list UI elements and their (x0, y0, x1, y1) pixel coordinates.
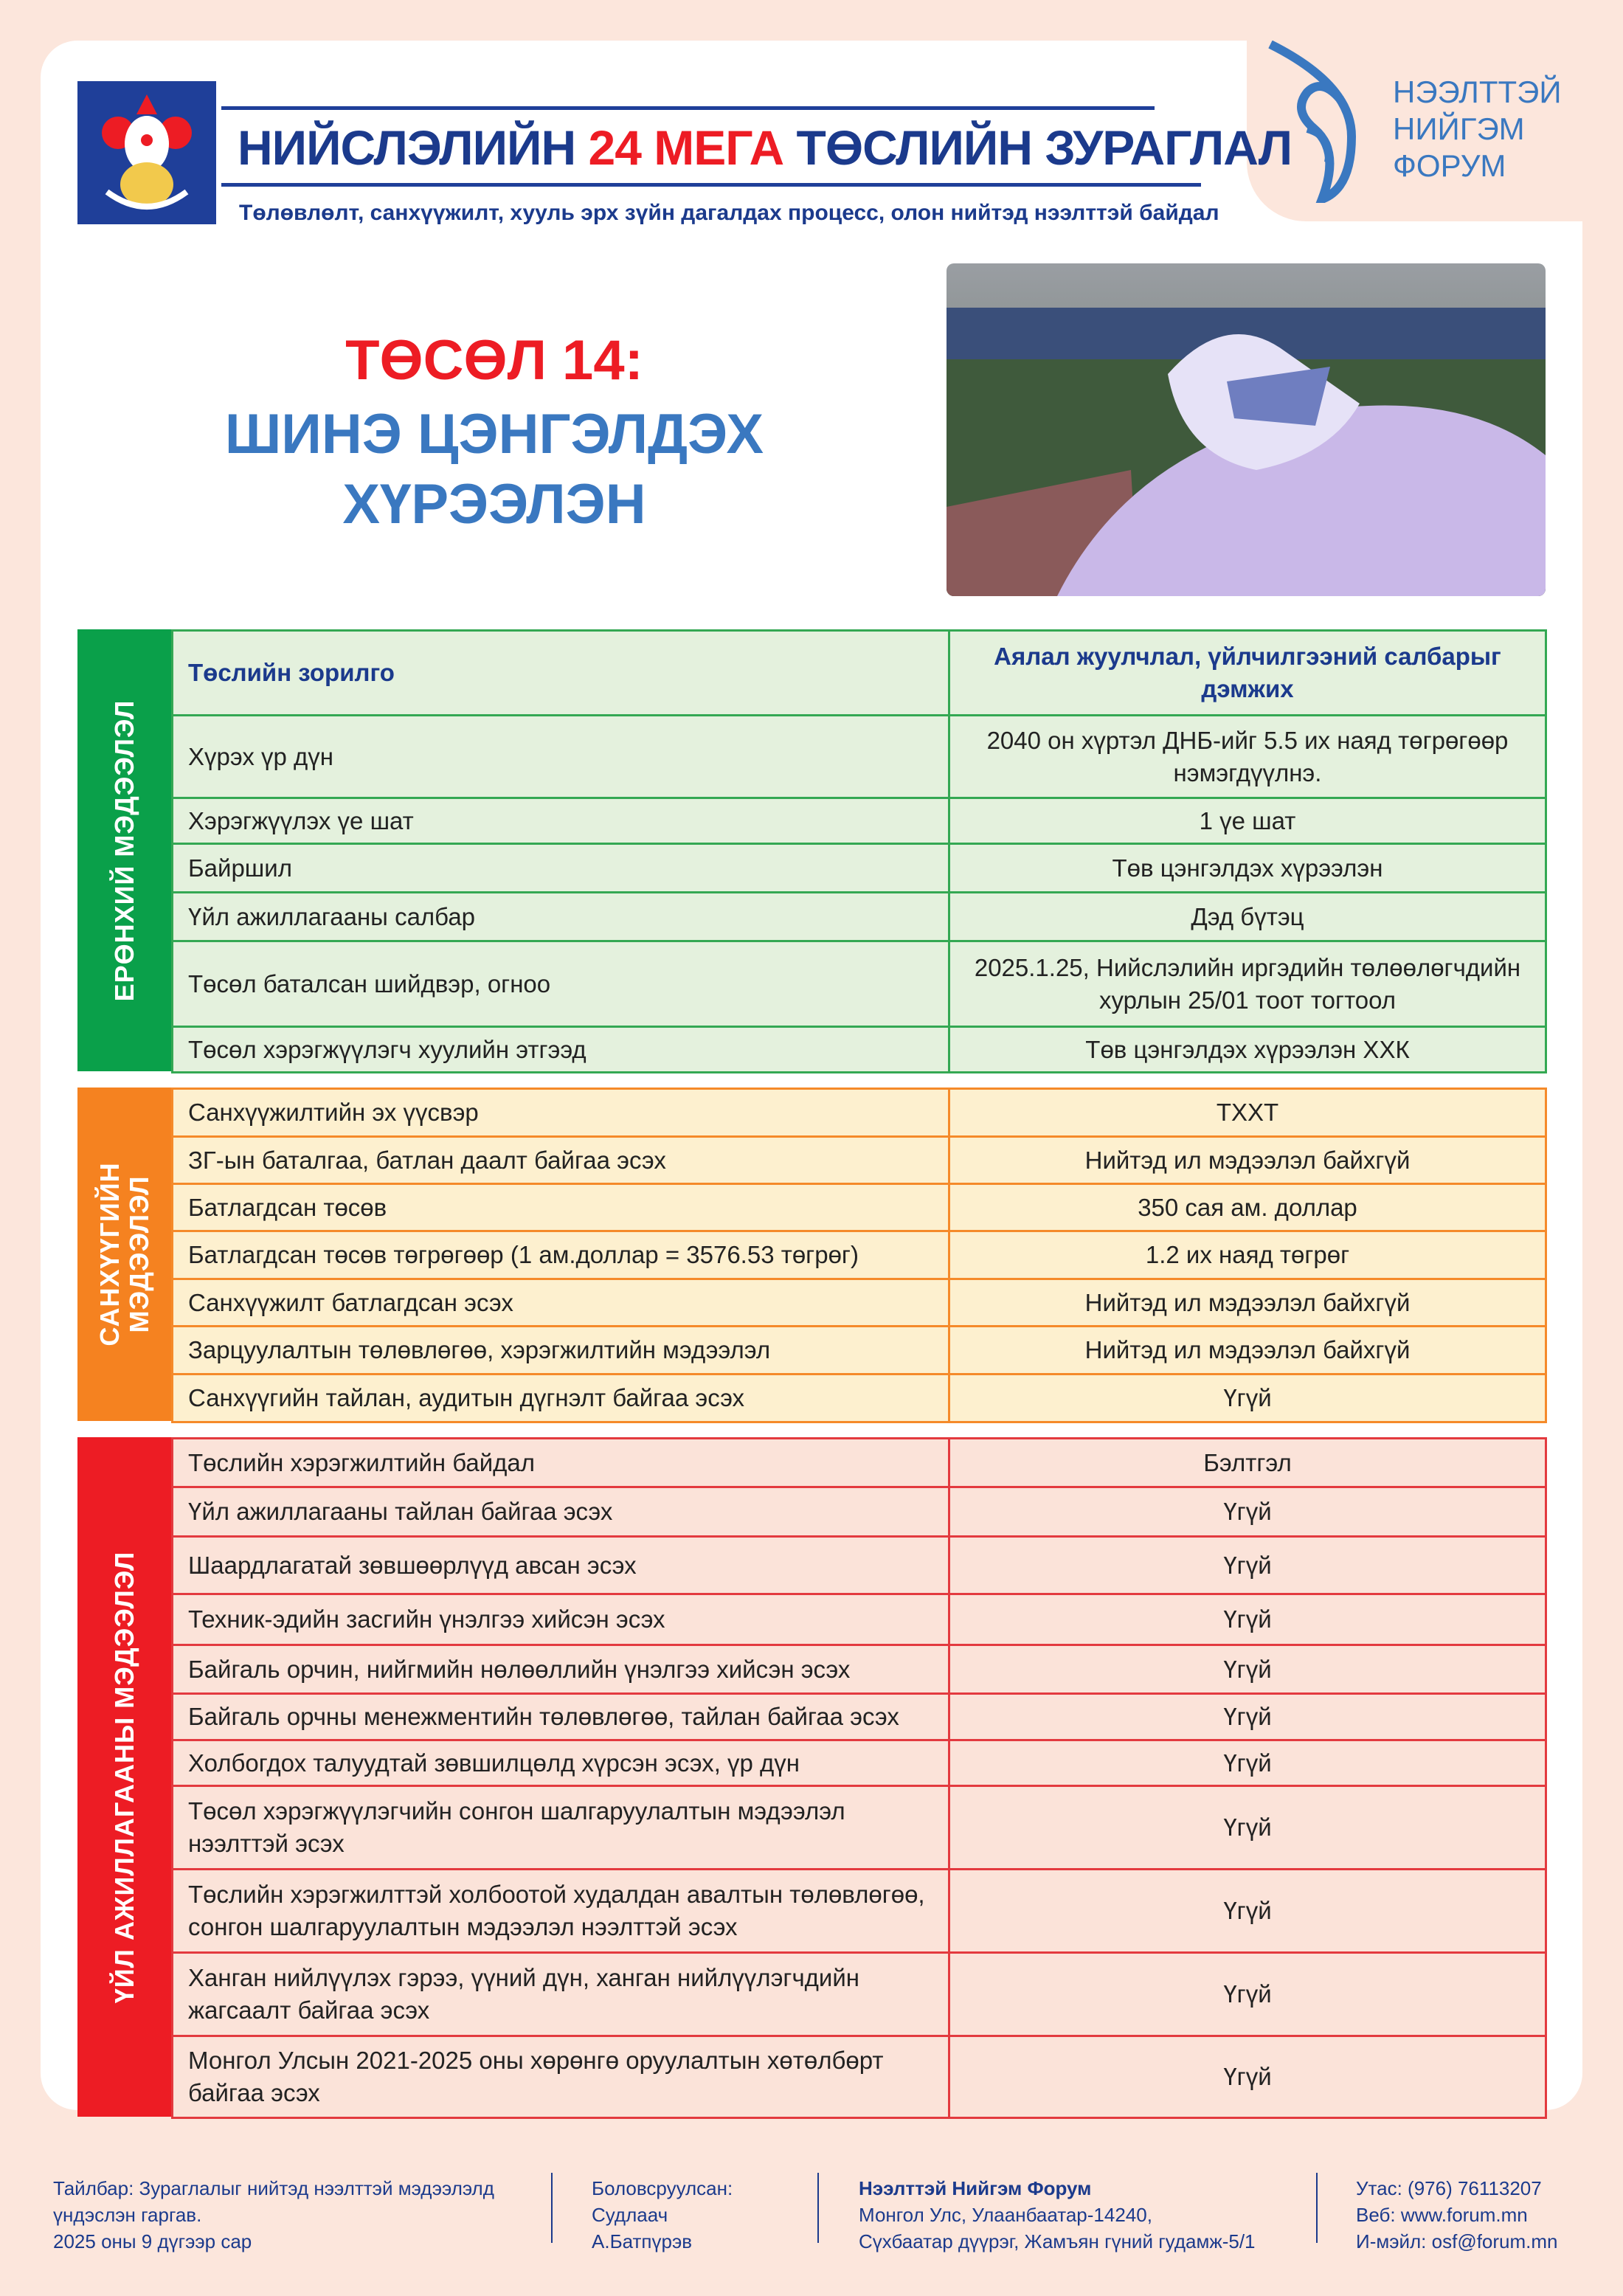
row-value: Үгүй (949, 1953, 1546, 2036)
footer-website-link[interactable]: Веб: www.forum.mn (1356, 2204, 1528, 2226)
row-label: Зарцуулалтын төлөвлөгөө, хэрэгжилтийн мэдээлэл (173, 1327, 949, 1375)
table-row (173, 1786, 1546, 1870)
table-row (173, 1375, 1546, 1422)
title-highlight: 24 МЕГА (588, 120, 784, 175)
row-label: Төсөл баталсан шийдвэр, огноо (173, 941, 949, 1027)
info-table (171, 629, 1547, 1073)
row-label: ЗГ-ын баталгаа, батлан даалт байгаа эсэх (173, 1137, 949, 1184)
footer-prepared (592, 2175, 733, 2255)
table-row (173, 1279, 1546, 1327)
row-value: Бэлтгэл (949, 1439, 1546, 1487)
table-row (173, 1645, 1546, 1694)
row-value: Үгүй (949, 1375, 1546, 1422)
table-row (173, 1694, 1546, 1740)
table-row (173, 798, 1546, 844)
footer-divider (551, 2173, 553, 2243)
row-label: Байгаль орчны менежментийн төлөвлөгөө, тайлан байгаа эсэх (173, 1694, 949, 1740)
title-text: НИЙСЛЭЛИЙН (238, 120, 589, 175)
table-row (173, 893, 1546, 941)
row-value: Үгүй (949, 1740, 1546, 1786)
footer-org-name: Нээлттэй Нийгэм Форум (859, 2177, 1092, 2199)
table-row (173, 844, 1546, 893)
table-row (173, 1089, 1546, 1137)
row-label: Үйл ажиллагааны салбар (173, 893, 949, 941)
footer-contact (1356, 2175, 1558, 2255)
title-bottom-rule (221, 183, 1201, 187)
section-label: ЕРӨНХИЙ МЭДЭЭЛЭЛ (108, 699, 139, 1001)
row-value: Үгүй (949, 1786, 1546, 1870)
table-row (173, 1231, 1546, 1279)
table-row (173, 1487, 1546, 1537)
footer-phone: Утас: (976) 76113207 (1356, 2177, 1542, 2199)
row-value: 2040 он хүртэл ДНБ-ийг 5.5 их наяд төгрөгөөр нэмэгдүүлнэ. (949, 716, 1546, 798)
subtitle: Төлөвлөлт, санхүүжилт, хууль эрх зүйн дагалдах процесс, олон нийтэд нээлттэй байдал (239, 201, 1219, 225)
table-row (173, 1027, 1546, 1073)
footer-line: А.Батпүрэв (592, 2230, 693, 2252)
operational-info-section (77, 1437, 1547, 2117)
table-row (173, 1594, 1546, 1645)
row-label: Хэрэгжүүлэх үе шат (173, 798, 949, 844)
table-row (173, 2036, 1546, 2118)
row-value: Үгүй (949, 1694, 1546, 1740)
table-row (173, 1870, 1546, 1953)
footer-line: Тайлбар: Зураглалыг нийтэд нээлттэй мэдээлэлд (53, 2177, 494, 2199)
info-table (171, 1437, 1547, 2119)
row-label: Байгаль орчин, нийгмийн нөлөөллийн үнэлгээ хийсэн эсэх (173, 1645, 949, 1694)
section-label-bar (77, 1437, 171, 2117)
logo-line: ФОРУМ (1393, 148, 1506, 183)
footer-org (859, 2175, 1256, 2255)
row-value: Дэд бүтэц (949, 893, 1546, 941)
footer-divider (1316, 2173, 1318, 2243)
project-number: ТӨСӨЛ 14: (345, 329, 643, 392)
section-label-bar (77, 1088, 171, 1421)
row-value: 2025.1.25, Нийслэлийн иргэдийн төлөөлөгчдийн хурлын 25/01 тоот тогтоол (949, 941, 1546, 1027)
forum-logo-icon (1263, 41, 1396, 203)
table-row (173, 1740, 1546, 1786)
row-label: Төсөл хэрэгжүүлэгчийн сонгон шалгаруулалтын мэдээлэл нээлттэй эсэх (173, 1786, 949, 1870)
info-table (171, 1088, 1547, 1423)
row-label: Төслийн зорилго (173, 631, 949, 716)
capital-city-emblem (77, 81, 216, 224)
row-label: Техник-эдийн засгийн үнэлгээ хийсэн эсэх (173, 1594, 949, 1645)
section-label: САНХҮҮГИЙН МЭДЭЭЛЭЛ (94, 1162, 154, 1346)
table-row (173, 1439, 1546, 1487)
table-row (173, 941, 1546, 1027)
title-top-rule (221, 106, 1155, 110)
row-value: Үгүй (949, 1594, 1546, 1645)
table-row (173, 1184, 1546, 1231)
row-label: Батлагдсан төсөв (173, 1184, 949, 1231)
footer-divider (817, 2173, 819, 2243)
row-label: Үйл ажиллагааны тайлан байгаа эсэх (173, 1487, 949, 1537)
footer-line: Боловсруулсан: (592, 2177, 733, 2199)
section-label-bar (77, 629, 171, 1071)
row-value: 1.2 их наяд төгрөг (949, 1231, 1546, 1279)
row-value: 350 сая ам. доллар (949, 1184, 1546, 1231)
footer-line: үндэслэн гаргав. (53, 2204, 202, 2226)
footer-line: 2025 оны 9 дүгээр сар (53, 2230, 252, 2252)
row-label: Монгол Улсын 2021-2025 оны хөрөнгө оруулалтын хөтөлбөрт байгаа эсэх (173, 2036, 949, 2118)
footer-line: Судлаач (592, 2204, 668, 2226)
main-title (238, 120, 1292, 176)
row-label: Санхүүжилт батлагдсан эсэх (173, 1279, 949, 1327)
logo-line: НИЙГЭМ (1393, 111, 1525, 146)
row-value: Төв цэнгэлдэх хүрээлэн (949, 844, 1546, 893)
table-row (173, 1953, 1546, 2036)
table-row (173, 716, 1546, 798)
row-value: Нийтэд ил мэдээлэл байхгүй (949, 1279, 1546, 1327)
general-info-section (77, 629, 1547, 1071)
row-value: 1 үе шат (949, 798, 1546, 844)
row-label: Санхүүгийн тайлан, аудитын дүгнэлт байгаа эсэх (173, 1375, 949, 1422)
financial-info-section (77, 1088, 1547, 1421)
row-label: Ханган нийлүүлэх гэрээ, үүний дүн, ханган нийлүүлэгчдийн жагсаалт байгаа эсэх (173, 1953, 949, 2036)
project-name-line2: ХҮРЭЭЛЭН (342, 473, 646, 536)
row-value: Төв цэнгэлдэх хүрээлэн ХХК (949, 1027, 1546, 1073)
row-value: Үгүй (949, 1645, 1546, 1694)
table-row (173, 1327, 1546, 1375)
row-label: Байршил (173, 844, 949, 893)
row-label: Холбогдох талуудтай зөвшилцөлд хүрсэн эсэх, үр дүн (173, 1740, 949, 1786)
forum-logo-text (1393, 74, 1562, 184)
row-value: Нийтэд ил мэдээлэл байхгүй (949, 1327, 1546, 1375)
row-value: Үгүй (949, 2036, 1546, 2118)
stadium-rendering-image (947, 263, 1546, 596)
footer-email-link[interactable]: И-мэйл: osf@forum.mn (1356, 2230, 1558, 2252)
logo-line: НЭЭЛТТЭЙ (1393, 75, 1562, 109)
row-value: Үгүй (949, 1870, 1546, 1953)
row-value: Аялал жуулчлал, үйлчилгээний салбарыг дэмжих (949, 631, 1546, 716)
table-row (173, 631, 1546, 716)
row-label: Хүрэх үр дүн (173, 716, 949, 798)
footer-line: Сүхбаатар дүүрэг, Жамъян гүний гудамж-5/1 (859, 2230, 1256, 2252)
table-row (173, 1137, 1546, 1184)
footer-note (53, 2175, 494, 2255)
row-value: Үгүй (949, 1487, 1546, 1537)
table-row (173, 1537, 1546, 1594)
row-label: Төслийн хэрэгжилттэй холбоотой худалдан авалтын төлөвлөгөө, сонгон шалгаруулалтын мэдээлэл нээлттэй эсэх (173, 1870, 949, 1953)
title-text-end: ТӨСЛИЙН ЗУРАГЛАЛ (783, 120, 1292, 175)
section-label: ҮЙЛ АЖИЛЛАГААНЫ МЭДЭЭЛЭЛ (108, 1551, 139, 2003)
row-value: Нийтэд ил мэдээлэл байхгүй (949, 1137, 1546, 1184)
project-name-line1: ШИНЭ ЦЭНГЭЛДЭХ (224, 403, 764, 466)
row-label: Батлагдсан төсөв төгрөгөөр (1 ам.доллар = 3576.53 төгрөг) (173, 1231, 949, 1279)
footer-line: Монгол Улс, Улаанбаатар-14240, (859, 2204, 1152, 2226)
row-label: Шаардлагатай зөвшөөрлүүд авсан эсэх (173, 1537, 949, 1594)
row-label: Төслийн хэрэгжилтийн байдал (173, 1439, 949, 1487)
row-label: Санхүүжилтийн эх үүсвэр (173, 1089, 949, 1137)
row-value: Үгүй (949, 1537, 1546, 1594)
row-value: ТХХТ (949, 1089, 1546, 1137)
row-label: Төсөл хэрэгжүүлэгч хуулийн этгээд (173, 1027, 949, 1073)
